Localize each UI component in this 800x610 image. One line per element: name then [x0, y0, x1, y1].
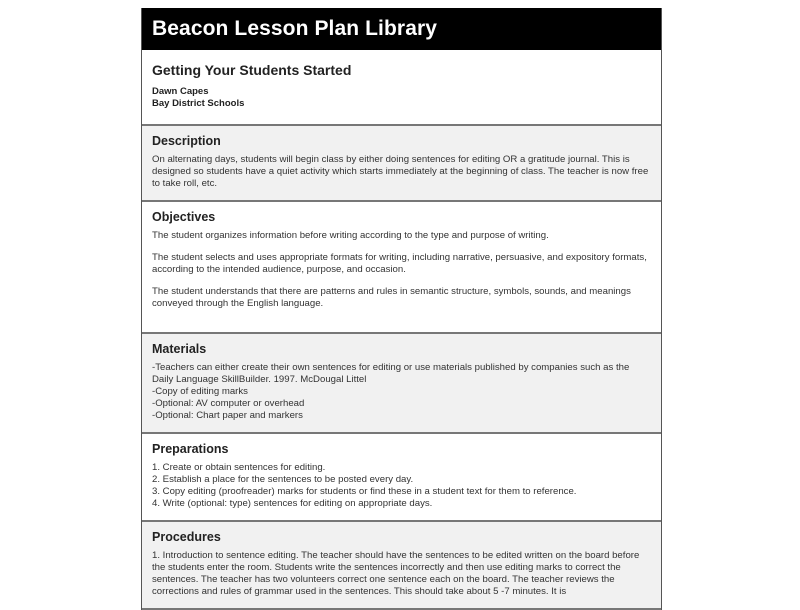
- material-item: -Teachers can either create their own sentences for editing or use materials published by companies such as the Daily Language SkillBuilder. 1997. McDougal Littel: [152, 362, 630, 385]
- preparation-item: 3. Copy editing (proofreader) marks for students or find these in a student text for them to reference.: [152, 486, 577, 497]
- preparation-item: 2. Establish a place for the sentences to be posted every day.: [152, 474, 414, 485]
- preparation-item: 4. Write (optional: type) sentences for editing on appropriate days.: [152, 498, 433, 509]
- section-heading: Objectives: [152, 210, 216, 224]
- section-heading: Description: [152, 134, 221, 148]
- objective-item: The student understands that there are patterns and rules in semantic structure, symbols, sounds, and meanings conveyed through the English language.: [152, 286, 631, 309]
- author-name: Dawn Capes: [152, 86, 209, 97]
- section-heading: Procedures: [152, 530, 221, 544]
- lesson-title: Getting Your Students Started: [152, 62, 352, 78]
- material-item: -Copy of editing marks: [152, 386, 248, 397]
- objective-item: The student organizes information before writing according to the type and purpose of writing.: [152, 230, 549, 241]
- description-section: [142, 126, 661, 202]
- section-heading: Preparations: [152, 442, 229, 456]
- description-text: On alternating days, students will begin class by either doing sentences for editing OR a gratitude journal. This is designed so students have a quiet activity which starts immediately at the beginning of class. The teacher is now free to take roll, etc.: [152, 154, 649, 189]
- preparation-item: 1. Create or obtain sentences for editing.: [152, 462, 326, 473]
- author-organization: Bay District Schools: [152, 98, 245, 109]
- lesson-page: [141, 8, 662, 610]
- material-item: -Optional: AV computer or overhead: [152, 398, 305, 409]
- site-banner: [142, 8, 661, 50]
- site-title: Beacon Lesson Plan Library: [152, 17, 438, 40]
- preparations-section: [142, 434, 661, 522]
- objective-item: The student selects and uses appropriate formats for writing, including narrative, persuasive, and expository formats, according to the intended audience, purpose, and occasion.: [152, 252, 647, 275]
- procedure-text: 1. Introduction to sentence editing. The teacher should have the sentences to be edited written on the board before the students enter the room. Students write the sentences incorrectly and then use editing marks to correct the sentences. The teacher has two volunteers correct one sentence each on the board. The teacher reviews the corrections and rules of grammar used in the sentences. This should take about 5 -7 minutes. It is: [152, 550, 640, 597]
- objectives-section: [142, 202, 661, 334]
- procedures-section: [142, 522, 661, 610]
- materials-section: [142, 334, 661, 434]
- material-item: -Optional: Chart paper and markers: [152, 410, 303, 421]
- section-heading: Materials: [152, 342, 207, 356]
- lesson-header: [142, 50, 661, 126]
